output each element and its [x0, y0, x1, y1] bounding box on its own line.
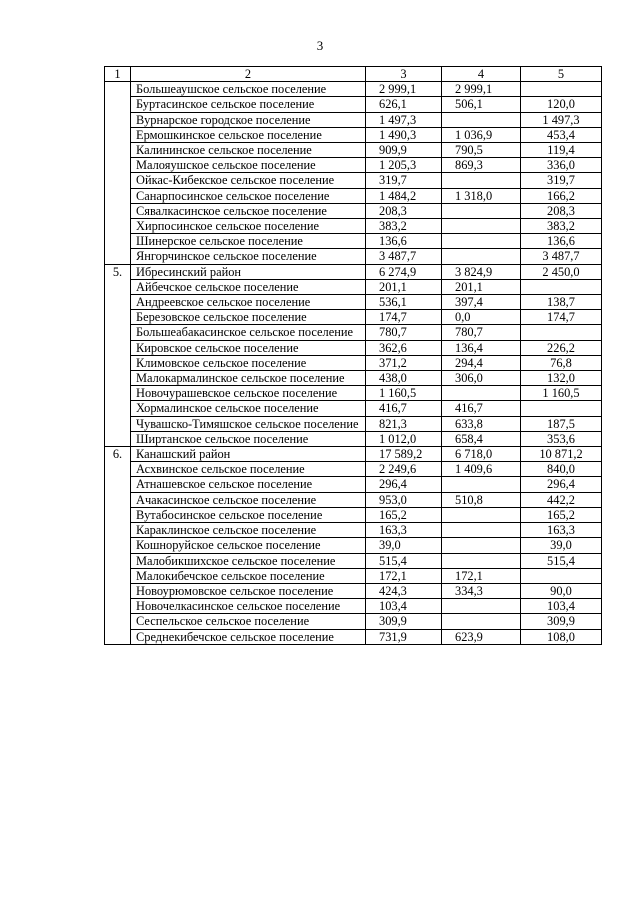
- page-number: 3: [316, 38, 324, 53]
- row-col3-cell: 1 490,3: [366, 127, 442, 142]
- row-col5-cell: 103,4: [521, 599, 602, 614]
- row-col4-cell: [442, 614, 521, 629]
- row-col5-cell: 2 450,0: [521, 264, 602, 279]
- row-number-cell: 6.: [105, 447, 131, 462]
- row-col4-cell: 306,0: [442, 371, 521, 386]
- row-col3-cell: 1 205,3: [366, 158, 442, 173]
- row-col3-cell: 1 497,3: [366, 112, 442, 127]
- table-row: [105, 188, 602, 203]
- row-name-cell: Андреевское сельское поселение: [131, 295, 366, 310]
- row-number-cell: [105, 492, 131, 507]
- row-col5-cell: 1 497,3: [521, 112, 602, 127]
- row-col3-cell: 6 274,9: [366, 264, 442, 279]
- row-name-cell: Караклинское сельское поселение: [131, 523, 366, 538]
- row-name-cell: Айбечское сельское поселение: [131, 279, 366, 294]
- row-number-cell: [105, 583, 131, 598]
- row-col5-cell: 453,4: [521, 127, 602, 142]
- row-col3-cell: 136,6: [366, 234, 442, 249]
- table-row: [105, 234, 602, 249]
- row-number-cell: [105, 112, 131, 127]
- row-col5-cell: 353,6: [521, 431, 602, 446]
- table-row: [105, 158, 602, 173]
- table-row: [105, 295, 602, 310]
- row-col3-cell: 103,4: [366, 599, 442, 614]
- row-number-cell: [105, 507, 131, 522]
- row-col4-cell: [442, 173, 521, 188]
- row-col4-cell: [442, 523, 521, 538]
- row-name-cell: Хормалинское сельское поселение: [131, 401, 366, 416]
- row-col5-cell: [521, 568, 602, 583]
- row-name-cell: Новочелкасинское сельское поселение: [131, 599, 366, 614]
- row-name-cell: Ачакасинское сельское поселение: [131, 492, 366, 507]
- row-name-cell: Шинерское сельское поселение: [131, 234, 366, 249]
- table-row: [105, 203, 602, 218]
- row-name-cell: Климовское сельское поселение: [131, 355, 366, 370]
- row-col3-cell: 165,2: [366, 507, 442, 522]
- row-name-cell: Среднекибечское сельское поселение: [131, 629, 366, 644]
- header-col-1: 1: [105, 67, 131, 82]
- row-number-cell: 5.: [105, 264, 131, 279]
- row-col5-cell: 138,7: [521, 295, 602, 310]
- row-name-cell: Малобикшихское сельское поселение: [131, 553, 366, 568]
- row-number-cell: [105, 173, 131, 188]
- row-name-cell: Кировское сельское поселение: [131, 340, 366, 355]
- row-col5-cell: 442,2: [521, 492, 602, 507]
- row-number-cell: [105, 416, 131, 431]
- row-col4-cell: 2 999,1: [442, 82, 521, 97]
- row-col4-cell: 1 036,9: [442, 127, 521, 142]
- row-col3-cell: 17 589,2: [366, 447, 442, 462]
- row-name-cell: Кошноруйское сельское поселение: [131, 538, 366, 553]
- table-row: [105, 355, 602, 370]
- row-col3-cell: 296,4: [366, 477, 442, 492]
- row-col5-cell: 119,4: [521, 143, 602, 158]
- row-col3-cell: 174,7: [366, 310, 442, 325]
- row-name-cell: Ермошкинское сельское поселение: [131, 127, 366, 142]
- row-name-cell: Янгорчинское сельское поселение: [131, 249, 366, 264]
- row-name-cell: Канашский район: [131, 447, 366, 462]
- row-col5-cell: [521, 279, 602, 294]
- row-name-cell: Большеаушское сельское поселение: [131, 82, 366, 97]
- row-col3-cell: 362,6: [366, 340, 442, 355]
- row-col5-cell: 108,0: [521, 629, 602, 644]
- row-col3-cell: 201,1: [366, 279, 442, 294]
- row-col4-cell: 633,8: [442, 416, 521, 431]
- row-col3-cell: 163,3: [366, 523, 442, 538]
- row-col3-cell: 383,2: [366, 219, 442, 234]
- row-col5-cell: 39,0: [521, 538, 602, 553]
- row-col4-cell: [442, 219, 521, 234]
- row-col5-cell: 120,0: [521, 97, 602, 112]
- row-col5-cell: 187,5: [521, 416, 602, 431]
- table-row: [105, 386, 602, 401]
- row-col3-cell: 208,3: [366, 203, 442, 218]
- table-row: [105, 219, 602, 234]
- row-name-cell: Вурнарское городское поселение: [131, 112, 366, 127]
- row-col5-cell: 319,7: [521, 173, 602, 188]
- row-col3-cell: 309,9: [366, 614, 442, 629]
- row-col3-cell: 536,1: [366, 295, 442, 310]
- table-row: [105, 325, 602, 340]
- row-name-cell: Новочурашевское сельское поселение: [131, 386, 366, 401]
- row-col5-cell: 208,3: [521, 203, 602, 218]
- row-name-cell: Малокибечское сельское поселение: [131, 568, 366, 583]
- row-col5-cell: 336,0: [521, 158, 602, 173]
- row-col4-cell: 172,1: [442, 568, 521, 583]
- table-row: [105, 279, 602, 294]
- row-number-cell: [105, 538, 131, 553]
- row-number-cell: [105, 249, 131, 264]
- row-name-cell: Буртасинское сельское поселение: [131, 97, 366, 112]
- budget-table: [104, 66, 602, 645]
- row-number-cell: [105, 462, 131, 477]
- row-number-cell: [105, 553, 131, 568]
- table-row: [105, 310, 602, 325]
- table-row: [105, 523, 602, 538]
- row-number-cell: [105, 310, 131, 325]
- row-name-cell: Малояушское сельское поселение: [131, 158, 366, 173]
- row-col4-cell: 3 824,9: [442, 264, 521, 279]
- row-col5-cell: 166,2: [521, 188, 602, 203]
- row-col5-cell: 76,8: [521, 355, 602, 370]
- row-number-cell: [105, 629, 131, 644]
- row-col3-cell: 1 160,5: [366, 386, 442, 401]
- header-col-5: 5: [521, 67, 602, 82]
- row-col5-cell: 515,4: [521, 553, 602, 568]
- row-col3-cell: 172,1: [366, 568, 442, 583]
- row-col4-cell: [442, 599, 521, 614]
- row-col4-cell: [442, 203, 521, 218]
- row-col5-cell: 163,3: [521, 523, 602, 538]
- row-col4-cell: 294,4: [442, 355, 521, 370]
- row-col4-cell: 623,9: [442, 629, 521, 644]
- row-col3-cell: 1 484,2: [366, 188, 442, 203]
- table-row-district: [105, 447, 602, 462]
- row-number-cell: [105, 401, 131, 416]
- row-name-cell: Ширтанское сельское поселение: [131, 431, 366, 446]
- row-col3-cell: 626,1: [366, 97, 442, 112]
- row-col3-cell: 2 999,1: [366, 82, 442, 97]
- row-col4-cell: 506,1: [442, 97, 521, 112]
- row-col4-cell: 790,5: [442, 143, 521, 158]
- table-row: [105, 477, 602, 492]
- row-col4-cell: 0,0: [442, 310, 521, 325]
- row-col3-cell: 821,3: [366, 416, 442, 431]
- row-col4-cell: [442, 507, 521, 522]
- row-col4-cell: 334,3: [442, 583, 521, 598]
- row-col5-cell: 840,0: [521, 462, 602, 477]
- row-col5-cell: [521, 82, 602, 97]
- row-number-cell: [105, 325, 131, 340]
- table-row: [105, 416, 602, 431]
- row-number-cell: [105, 97, 131, 112]
- row-col5-cell: 1 160,5: [521, 386, 602, 401]
- row-col4-cell: 1 318,0: [442, 188, 521, 203]
- row-col5-cell: 136,6: [521, 234, 602, 249]
- row-col4-cell: [442, 538, 521, 553]
- row-col5-cell: 10 871,2: [521, 447, 602, 462]
- row-number-cell: [105, 188, 131, 203]
- row-name-cell: Вутабосинское сельское поселение: [131, 507, 366, 522]
- row-col5-cell: 296,4: [521, 477, 602, 492]
- table-row: [105, 538, 602, 553]
- row-col5-cell: 132,0: [521, 371, 602, 386]
- table-row: [105, 143, 602, 158]
- table-row: [105, 127, 602, 142]
- row-col3-cell: 515,4: [366, 553, 442, 568]
- row-number-cell: [105, 477, 131, 492]
- table-row: [105, 401, 602, 416]
- row-number-cell: [105, 279, 131, 294]
- table-row: [105, 112, 602, 127]
- row-name-cell: Ибресинский район: [131, 264, 366, 279]
- row-col5-cell: 90,0: [521, 583, 602, 598]
- row-number-cell: [105, 568, 131, 583]
- table-row: [105, 553, 602, 568]
- table-row: [105, 340, 602, 355]
- row-col3-cell: 3 487,7: [366, 249, 442, 264]
- row-col4-cell: 416,7: [442, 401, 521, 416]
- table-row: [105, 173, 602, 188]
- row-col4-cell: 136,4: [442, 340, 521, 355]
- row-col3-cell: 424,3: [366, 583, 442, 598]
- header-col-2: 2: [131, 67, 366, 82]
- row-number-cell: [105, 234, 131, 249]
- table-row: [105, 371, 602, 386]
- row-name-cell: Малокармалинское сельское поселение: [131, 371, 366, 386]
- table-row: [105, 629, 602, 644]
- row-col4-cell: 658,4: [442, 431, 521, 446]
- row-col3-cell: 2 249,6: [366, 462, 442, 477]
- row-name-cell: Березовское сельское поселение: [131, 310, 366, 325]
- row-number-cell: [105, 82, 131, 97]
- row-col5-cell: 226,2: [521, 340, 602, 355]
- row-col5-cell: [521, 325, 602, 340]
- row-name-cell: Большеабакасинское сельское поселение: [131, 325, 366, 340]
- row-col4-cell: 1 409,6: [442, 462, 521, 477]
- row-number-cell: [105, 431, 131, 446]
- table-row: [105, 507, 602, 522]
- row-name-cell: Калининское сельское поселение: [131, 143, 366, 158]
- row-name-cell: Новоурюмовское сельское поселение: [131, 583, 366, 598]
- row-col4-cell: 869,3: [442, 158, 521, 173]
- row-col4-cell: [442, 234, 521, 249]
- row-col3-cell: 416,7: [366, 401, 442, 416]
- table-row: [105, 599, 602, 614]
- row-name-cell: Санарпосинское сельское поселение: [131, 188, 366, 203]
- row-number-cell: [105, 371, 131, 386]
- row-col4-cell: [442, 553, 521, 568]
- row-name-cell: Чувашско-Тимяшское сельское поселение: [131, 416, 366, 431]
- row-number-cell: [105, 203, 131, 218]
- row-col3-cell: 731,9: [366, 629, 442, 644]
- row-col4-cell: 780,7: [442, 325, 521, 340]
- table-row: [105, 568, 602, 583]
- table-row: [105, 614, 602, 629]
- row-number-cell: [105, 219, 131, 234]
- table-row: [105, 492, 602, 507]
- table-row: [105, 97, 602, 112]
- row-name-cell: Асхвинское сельское поселение: [131, 462, 366, 477]
- row-col5-cell: [521, 401, 602, 416]
- row-col5-cell: 165,2: [521, 507, 602, 522]
- row-col4-cell: 510,8: [442, 492, 521, 507]
- row-col3-cell: 909,9: [366, 143, 442, 158]
- table-row: [105, 249, 602, 264]
- table-row-district: [105, 264, 602, 279]
- row-name-cell: Ойкас-Кибекское сельское поселение: [131, 173, 366, 188]
- row-col4-cell: [442, 386, 521, 401]
- row-number-cell: [105, 614, 131, 629]
- row-number-cell: [105, 386, 131, 401]
- row-col3-cell: 319,7: [366, 173, 442, 188]
- row-col3-cell: 1 012,0: [366, 431, 442, 446]
- row-col3-cell: 39,0: [366, 538, 442, 553]
- row-name-cell: Сявалкасинское сельское поселение: [131, 203, 366, 218]
- row-number-cell: [105, 295, 131, 310]
- row-number-cell: [105, 355, 131, 370]
- header-col-3: 3: [366, 67, 442, 82]
- row-number-cell: [105, 143, 131, 158]
- table-row: [105, 583, 602, 598]
- row-col3-cell: 953,0: [366, 492, 442, 507]
- table-header-row: [105, 67, 602, 82]
- row-col5-cell: 174,7: [521, 310, 602, 325]
- table-row: [105, 431, 602, 446]
- row-col5-cell: 309,9: [521, 614, 602, 629]
- row-name-cell: Хирпосинское сельское поселение: [131, 219, 366, 234]
- row-col4-cell: [442, 112, 521, 127]
- row-col4-cell: 201,1: [442, 279, 521, 294]
- row-number-cell: [105, 158, 131, 173]
- row-col3-cell: 780,7: [366, 325, 442, 340]
- table-row: [105, 462, 602, 477]
- table-row: [105, 82, 602, 97]
- header-col-4: 4: [442, 67, 521, 82]
- row-name-cell: Сеспельское сельское поселение: [131, 614, 366, 629]
- row-col3-cell: 438,0: [366, 371, 442, 386]
- table-body: [105, 82, 602, 645]
- row-col4-cell: [442, 477, 521, 492]
- row-col5-cell: 383,2: [521, 219, 602, 234]
- row-name-cell: Атнашевское сельское поселение: [131, 477, 366, 492]
- row-number-cell: [105, 127, 131, 142]
- row-col3-cell: 371,2: [366, 355, 442, 370]
- row-number-cell: [105, 599, 131, 614]
- row-col4-cell: 397,4: [442, 295, 521, 310]
- row-number-cell: [105, 340, 131, 355]
- row-number-cell: [105, 523, 131, 538]
- row-col4-cell: 6 718,0: [442, 447, 521, 462]
- row-col5-cell: 3 487,7: [521, 249, 602, 264]
- row-col4-cell: [442, 249, 521, 264]
